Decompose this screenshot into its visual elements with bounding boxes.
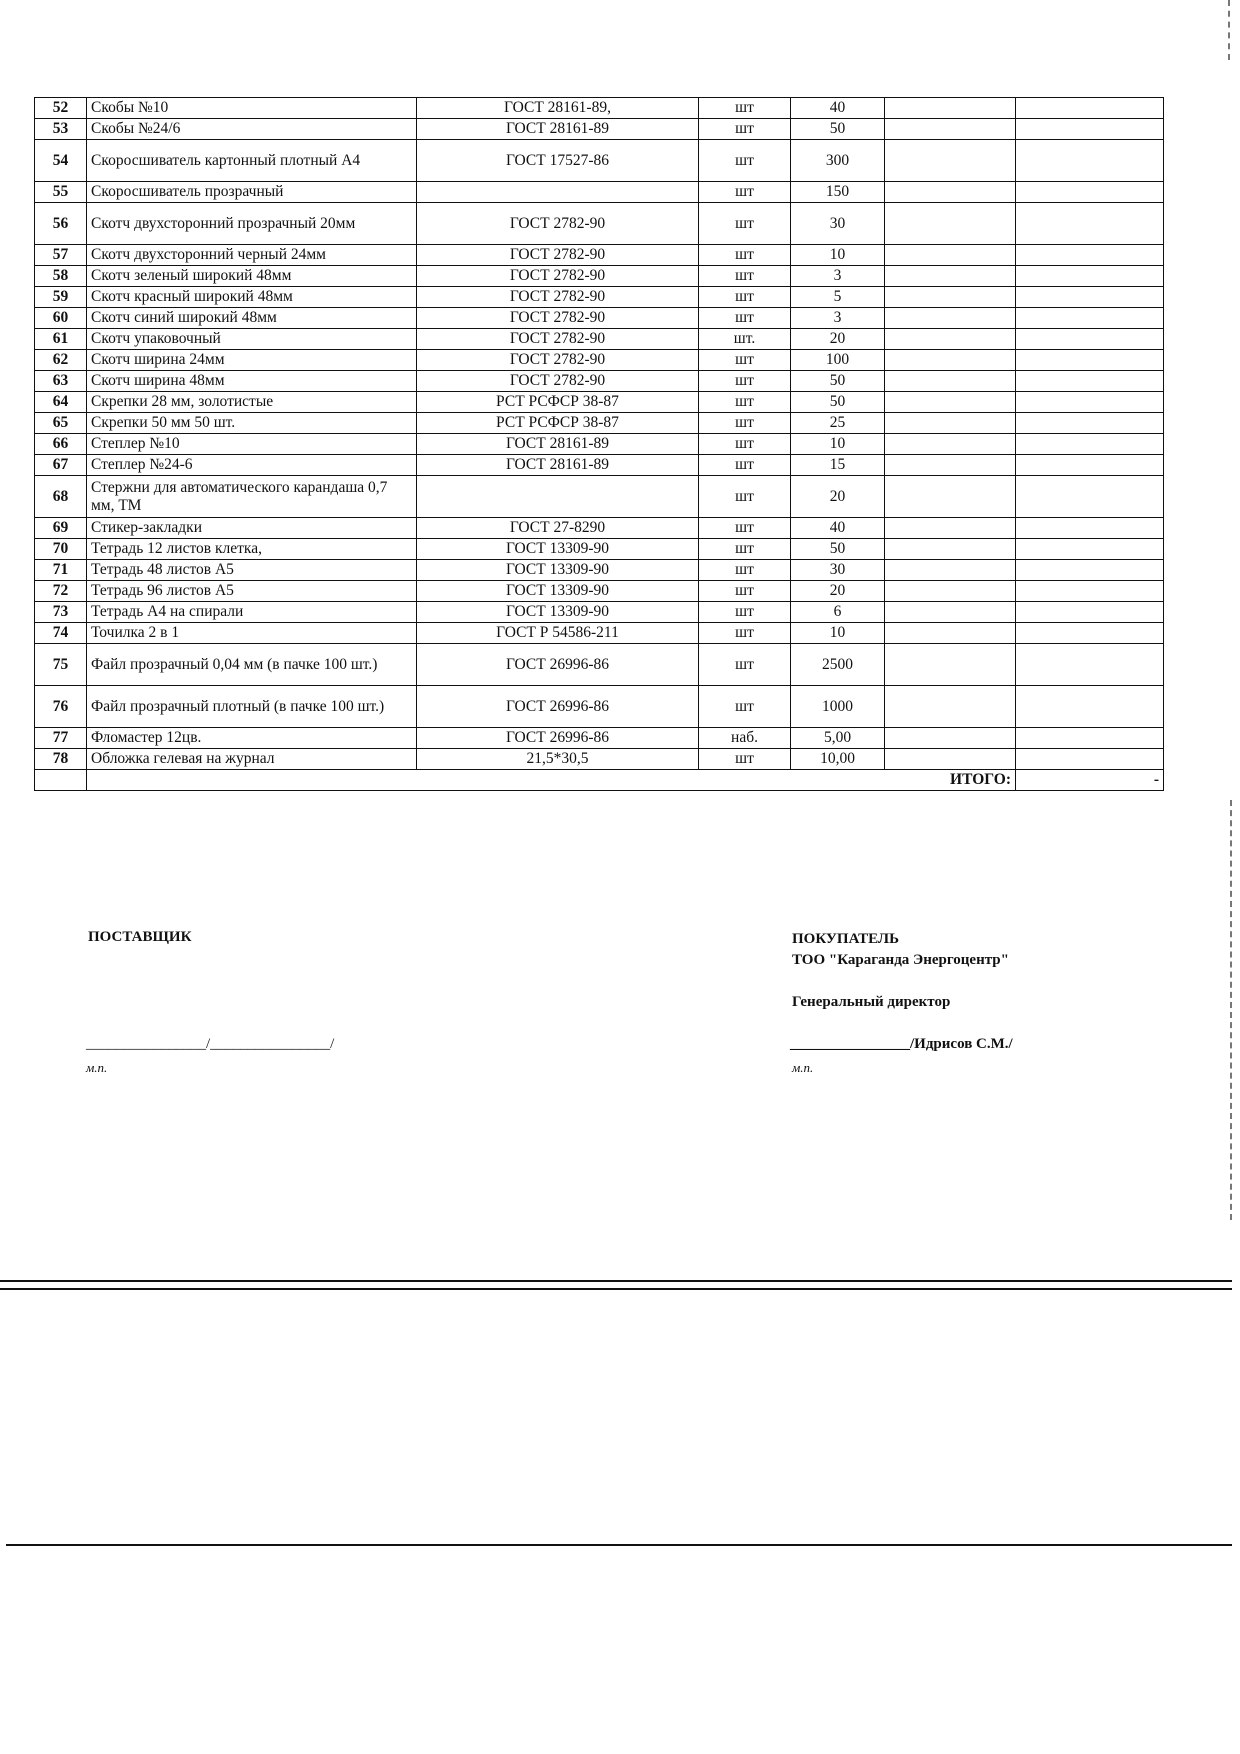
items-table (34, 97, 1164, 791)
table-row (35, 728, 1164, 749)
quantity-cell: 10 (791, 245, 885, 266)
quantity-cell: 20 (791, 476, 885, 518)
quantity-cell: 10 (791, 434, 885, 455)
price-cell (885, 518, 1016, 539)
table-row (35, 308, 1164, 329)
sum-cell (1016, 749, 1164, 770)
quantity-cell: 10 (791, 623, 885, 644)
unit-cell: шт (699, 581, 791, 602)
item-name-cell: Скрепки 50 мм 50 шт. (87, 413, 417, 434)
item-name-cell: Скотч двухсторонний прозрачный 20мм (87, 203, 417, 245)
price-cell (885, 434, 1016, 455)
standard-cell: ГОСТ 13309-90 (417, 602, 699, 623)
scan-edge-mark (1228, 0, 1232, 60)
quantity-cell: 25 (791, 413, 885, 434)
table-row (35, 266, 1164, 287)
price-cell (885, 308, 1016, 329)
unit-cell: шт (699, 308, 791, 329)
table-row (35, 371, 1164, 392)
sum-cell (1016, 245, 1164, 266)
quantity-cell: 5,00 (791, 728, 885, 749)
quantity-cell: 3 (791, 308, 885, 329)
item-name-cell: Скобы №24/6 (87, 119, 417, 140)
standard-cell: ГОСТ 26996-86 (417, 728, 699, 749)
price-cell (885, 560, 1016, 581)
unit-cell: шт (699, 560, 791, 581)
standard-cell: ГОСТ 2782-90 (417, 329, 699, 350)
price-cell (885, 686, 1016, 728)
sum-cell (1016, 434, 1164, 455)
price-cell (885, 455, 1016, 476)
standard-cell: ГОСТ 2782-90 (417, 350, 699, 371)
unit-cell: шт (699, 245, 791, 266)
unit-cell: шт (699, 287, 791, 308)
sum-cell (1016, 266, 1164, 287)
unit-cell: шт (699, 413, 791, 434)
table-row (35, 413, 1164, 434)
table-row (35, 476, 1164, 518)
standard-cell (417, 182, 699, 203)
price-cell (885, 119, 1016, 140)
standard-cell: ГОСТ 13309-90 (417, 539, 699, 560)
row-number-cell: 63 (35, 371, 87, 392)
table-row (35, 329, 1164, 350)
unit-cell: шт (699, 602, 791, 623)
unit-cell: шт (699, 434, 791, 455)
standard-cell: ГОСТ 13309-90 (417, 581, 699, 602)
sum-cell (1016, 686, 1164, 728)
quantity-cell: 1000 (791, 686, 885, 728)
unit-cell: шт (699, 518, 791, 539)
row-number-cell: 54 (35, 140, 87, 182)
quantity-cell: 50 (791, 539, 885, 560)
standard-cell: РСТ РСФСР 38-87 (417, 413, 699, 434)
price-cell (885, 413, 1016, 434)
table-row (35, 182, 1164, 203)
table-row (35, 245, 1164, 266)
standard-cell: ГОСТ 17527-86 (417, 140, 699, 182)
price-cell (885, 350, 1016, 371)
quantity-cell: 40 (791, 518, 885, 539)
item-name-cell: Тетрадь А4 на спирали (87, 602, 417, 623)
quantity-cell: 300 (791, 140, 885, 182)
row-number-cell: 59 (35, 287, 87, 308)
table-row (35, 539, 1164, 560)
item-name-cell: Скотч зеленый широкий 48мм (87, 266, 417, 287)
unit-cell: шт (699, 371, 791, 392)
item-name-cell: Скоросшиватель картонный плотный А4 (87, 140, 417, 182)
unit-cell: шт (699, 455, 791, 476)
price-cell (885, 182, 1016, 203)
standard-cell: ГОСТ 13309-90 (417, 560, 699, 581)
row-number-cell: 74 (35, 623, 87, 644)
unit-cell: наб. (699, 728, 791, 749)
supplier-sign-line: ________________/________________/ (86, 1036, 335, 1052)
table-row (35, 140, 1164, 182)
sum-cell (1016, 602, 1164, 623)
buyer-stamp: м.п. (792, 1060, 814, 1075)
sum-cell (1016, 98, 1164, 119)
unit-cell: шт (699, 392, 791, 413)
sum-cell (1016, 539, 1164, 560)
item-name-cell: Степлер №24-6 (87, 455, 417, 476)
sum-cell (1016, 644, 1164, 686)
sum-cell (1016, 623, 1164, 644)
row-number-cell: 70 (35, 539, 87, 560)
item-name-cell: Скотч упаковочный (87, 329, 417, 350)
item-name-cell: Скотч ширина 24мм (87, 350, 417, 371)
table-row (35, 560, 1164, 581)
table-row (35, 455, 1164, 476)
row-number-cell: 52 (35, 98, 87, 119)
item-name-cell: Скобы №10 (87, 98, 417, 119)
quantity-cell: 5 (791, 287, 885, 308)
quantity-cell: 100 (791, 350, 885, 371)
row-number-cell: 64 (35, 392, 87, 413)
standard-cell (417, 476, 699, 518)
standard-cell: ГОСТ 28161-89 (417, 455, 699, 476)
item-name-cell: Скотч синий широкий 48мм (87, 308, 417, 329)
price-cell (885, 602, 1016, 623)
buyer-title: ПОКУПАТЕЛЬ (792, 931, 900, 947)
price-cell (885, 140, 1016, 182)
table-row (35, 392, 1164, 413)
standard-cell: ГОСТ 28161-89, (417, 98, 699, 119)
standard-cell: ГОСТ 28161-89 (417, 434, 699, 455)
item-name-cell: Файл прозрачный плотный (в пачке 100 шт.) (87, 686, 417, 728)
quantity-cell: 50 (791, 392, 885, 413)
sum-cell (1016, 203, 1164, 245)
sum-cell (1016, 413, 1164, 434)
unit-cell: шт (699, 623, 791, 644)
item-name-cell: Файл прозрачный 0,04 мм (в пачке 100 шт.) (87, 644, 417, 686)
row-number-cell: 66 (35, 434, 87, 455)
unit-cell: шт (699, 686, 791, 728)
quantity-cell: 20 (791, 329, 885, 350)
item-name-cell: Скотч красный широкий 48мм (87, 287, 417, 308)
divider-line (0, 1280, 1232, 1282)
quantity-cell: 50 (791, 371, 885, 392)
scan-edge-mark (1230, 800, 1234, 1220)
row-number-cell: 62 (35, 350, 87, 371)
standard-cell: ГОСТ 2782-90 (417, 371, 699, 392)
standard-cell: ГОСТ Р 54586-211 (417, 623, 699, 644)
sum-cell (1016, 140, 1164, 182)
quantity-cell: 30 (791, 203, 885, 245)
price-cell (885, 329, 1016, 350)
item-name-cell: Скрепки 28 мм, золотистые (87, 392, 417, 413)
quantity-cell: 15 (791, 455, 885, 476)
unit-cell: шт (699, 350, 791, 371)
sum-cell (1016, 518, 1164, 539)
standard-cell: ГОСТ 2782-90 (417, 308, 699, 329)
total-value: - (1016, 770, 1164, 791)
standard-cell: ГОСТ 27-8290 (417, 518, 699, 539)
row-number-cell: 53 (35, 119, 87, 140)
table-row (35, 623, 1164, 644)
table-row (35, 749, 1164, 770)
unit-cell: шт (699, 476, 791, 518)
row-number-cell: 65 (35, 413, 87, 434)
row-number-cell: 57 (35, 245, 87, 266)
item-name-cell: Тетрадь 96 листов А5 (87, 581, 417, 602)
table-row (35, 602, 1164, 623)
row-number-cell: 61 (35, 329, 87, 350)
unit-cell: шт. (699, 329, 791, 350)
table-row (35, 203, 1164, 245)
unit-cell: шт (699, 140, 791, 182)
sum-cell (1016, 371, 1164, 392)
standard-cell: ГОСТ 2782-90 (417, 245, 699, 266)
quantity-cell: 150 (791, 182, 885, 203)
divider-line (6, 1544, 1232, 1546)
buyer-company: ТОО "Караганда Энергоцентр" (792, 952, 1009, 968)
quantity-cell: 20 (791, 581, 885, 602)
supplier-stamp: м.п. (86, 1060, 108, 1075)
sum-cell (1016, 476, 1164, 518)
price-cell (885, 98, 1016, 119)
price-cell (885, 749, 1016, 770)
sum-cell (1016, 728, 1164, 749)
standard-cell: РСТ РСФСР 38-87 (417, 392, 699, 413)
row-number-cell: 55 (35, 182, 87, 203)
quantity-cell: 30 (791, 560, 885, 581)
buyer-position: Генеральный директор (792, 994, 951, 1010)
unit-cell: шт (699, 119, 791, 140)
total-empty-cell (35, 770, 87, 791)
standard-cell: ГОСТ 2782-90 (417, 266, 699, 287)
table-row (35, 518, 1164, 539)
items-table-body (35, 98, 1164, 770)
sum-cell (1016, 119, 1164, 140)
price-cell (885, 392, 1016, 413)
item-name-cell: Стержни для автоматического карандаша 0,7 мм, ТМ (87, 476, 417, 518)
row-number-cell: 71 (35, 560, 87, 581)
item-name-cell: Тетрадь 48 листов А5 (87, 560, 417, 581)
table-row (35, 350, 1164, 371)
standard-cell: 21,5*30,5 (417, 749, 699, 770)
unit-cell: шт (699, 182, 791, 203)
item-name-cell: Обложка гелевая на журнал (87, 749, 417, 770)
item-name-cell: Фломастер 12цв. (87, 728, 417, 749)
price-cell (885, 644, 1016, 686)
divider-line (0, 1288, 1232, 1290)
sum-cell (1016, 350, 1164, 371)
row-number-cell: 78 (35, 749, 87, 770)
sum-cell (1016, 308, 1164, 329)
sum-cell (1016, 392, 1164, 413)
unit-cell: шт (699, 539, 791, 560)
unit-cell: шт (699, 203, 791, 245)
quantity-cell: 6 (791, 602, 885, 623)
total-row (35, 770, 1164, 791)
sum-cell (1016, 581, 1164, 602)
row-number-cell: 76 (35, 686, 87, 728)
price-cell (885, 539, 1016, 560)
item-name-cell: Тетрадь 12 листов клетка, (87, 539, 417, 560)
quantity-cell: 10,00 (791, 749, 885, 770)
table-row (35, 119, 1164, 140)
item-name-cell: Скотч ширина 48мм (87, 371, 417, 392)
quantity-cell: 3 (791, 266, 885, 287)
table-row (35, 581, 1164, 602)
sum-cell (1016, 329, 1164, 350)
price-cell (885, 203, 1016, 245)
row-number-cell: 73 (35, 602, 87, 623)
price-cell (885, 245, 1016, 266)
row-number-cell: 77 (35, 728, 87, 749)
item-name-cell: Стикер-закладки (87, 518, 417, 539)
unit-cell: шт (699, 98, 791, 119)
row-number-cell: 58 (35, 266, 87, 287)
row-number-cell: 69 (35, 518, 87, 539)
row-number-cell: 68 (35, 476, 87, 518)
standard-cell: ГОСТ 26996-86 (417, 644, 699, 686)
item-name-cell: Степлер №10 (87, 434, 417, 455)
row-number-cell: 67 (35, 455, 87, 476)
unit-cell: шт (699, 749, 791, 770)
row-number-cell: 56 (35, 203, 87, 245)
standard-cell: ГОСТ 2782-90 (417, 287, 699, 308)
price-cell (885, 581, 1016, 602)
item-name-cell: Точилка 2 в 1 (87, 623, 417, 644)
table-row (35, 434, 1164, 455)
sum-cell (1016, 287, 1164, 308)
price-cell (885, 623, 1016, 644)
item-name-cell: Скотч двухсторонний черный 24мм (87, 245, 417, 266)
price-cell (885, 266, 1016, 287)
table-row (35, 287, 1164, 308)
quantity-cell: 50 (791, 119, 885, 140)
table-row (35, 98, 1164, 119)
price-cell (885, 728, 1016, 749)
price-cell (885, 371, 1016, 392)
price-cell (885, 287, 1016, 308)
item-name-cell: Скоросшиватель прозрачный (87, 182, 417, 203)
row-number-cell: 75 (35, 644, 87, 686)
row-number-cell: 72 (35, 581, 87, 602)
sum-cell (1016, 455, 1164, 476)
quantity-cell: 40 (791, 98, 885, 119)
table-row (35, 686, 1164, 728)
quantity-cell: 2500 (791, 644, 885, 686)
sum-cell (1016, 560, 1164, 581)
buyer-sign-line: ________________/Идрисов С.М./ (790, 1036, 1013, 1052)
unit-cell: шт (699, 266, 791, 287)
standard-cell: ГОСТ 26996-86 (417, 686, 699, 728)
table-row (35, 644, 1164, 686)
standard-cell: ГОСТ 28161-89 (417, 119, 699, 140)
sum-cell (1016, 182, 1164, 203)
price-cell (885, 476, 1016, 518)
standard-cell: ГОСТ 2782-90 (417, 203, 699, 245)
unit-cell: шт (699, 644, 791, 686)
supplier-title: ПОСТАВЩИК (88, 929, 192, 945)
total-label: ИТОГО: (87, 770, 1016, 791)
row-number-cell: 60 (35, 308, 87, 329)
